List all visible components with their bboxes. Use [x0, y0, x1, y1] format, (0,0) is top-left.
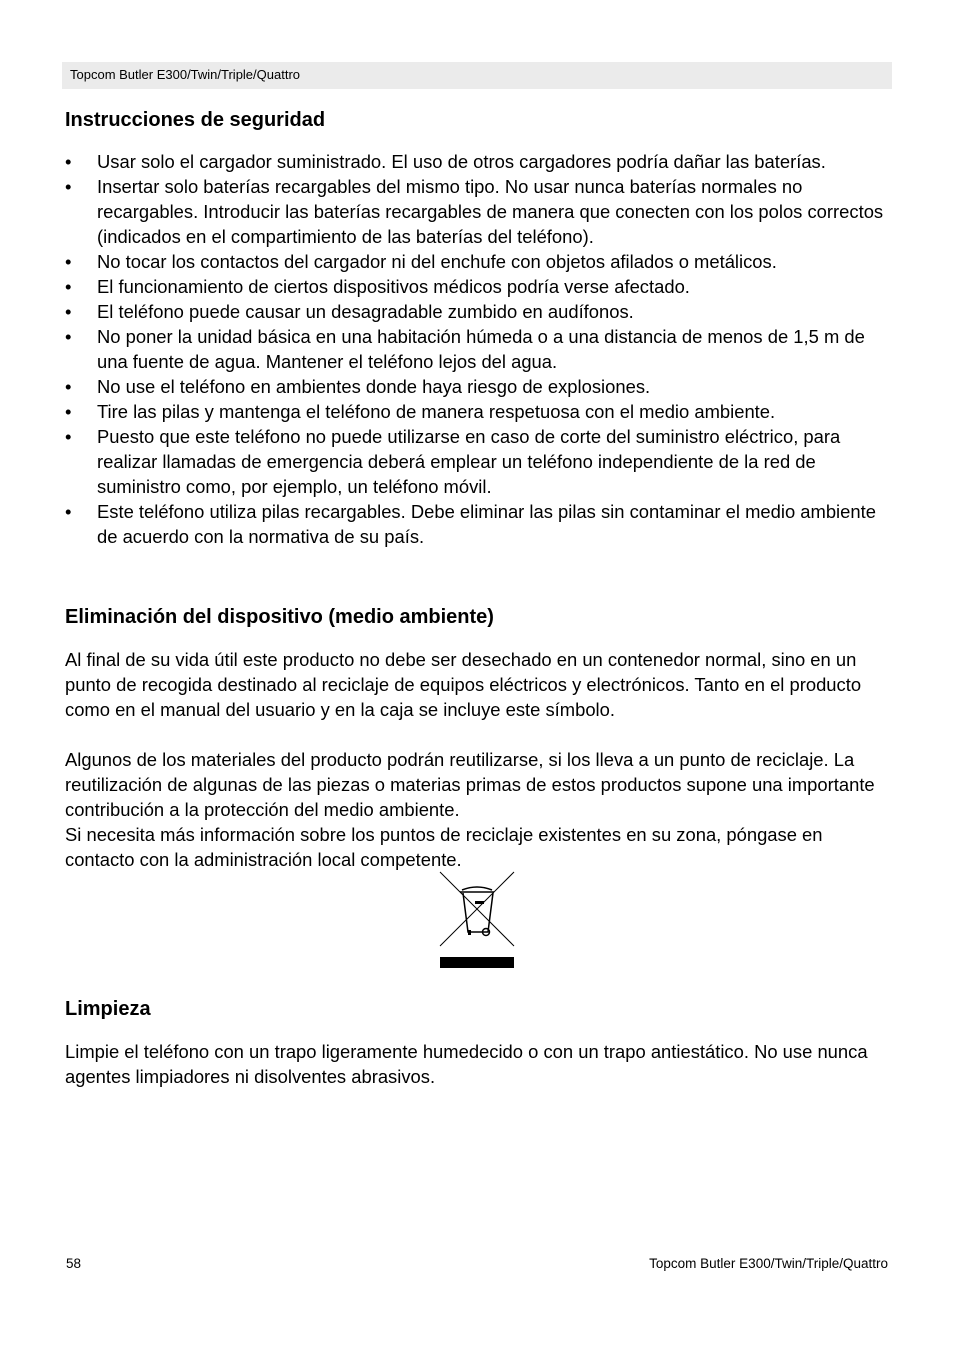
- bullet-icon: •: [65, 426, 72, 447]
- bullet-icon: •: [65, 301, 72, 322]
- disposal-paragraph-2: Algunos de los materiales del producto podrán reutilizarse, si los lleva a un punto de reciclaje. La reutilización de algunas de las piezas o materias primas de estos productos supone una importante contribución a la protección del medio ambiente.: [65, 749, 875, 820]
- section-title-disposal: Eliminación del dispositivo (medio ambiente): [65, 606, 494, 628]
- bullet-icon: •: [65, 401, 72, 422]
- list-item: • Este teléfono utiliza pilas recargables. Debe eliminar las pilas sin contaminar el medio ambiente de acuerdo con la normativa de su país.: [65, 501, 876, 547]
- list-item: • No poner la unidad básica en una habitación húmeda o a una distancia de menos de 1,5 m de una fuente de agua. Mantener el teléfono lejos del agua.: [65, 326, 865, 372]
- bullet-icon: •: [65, 176, 72, 197]
- list-item: • Usar solo el cargador suministrado. El uso de otros cargadores podría dañar las baterías.: [65, 151, 826, 172]
- list-item: • Puesto que este teléfono no puede utilizarse en caso de corte del suministro eléctrico, para realizar llamadas de emergencia deberá emplear un teléfono independiente de la red de suministro como, por ejemplo, un teléfono móvil.: [65, 426, 841, 497]
- cleaning-paragraph: Limpie el teléfono con un trapo ligeramente humedecido o con un trapo antiestático. No use nunca agentes limpiadores ni disolventes abrasivos.: [65, 1041, 868, 1087]
- bullet-icon: •: [65, 326, 72, 347]
- disposal-paragraph-1: Al final de su vida útil este producto no debe ser desechado en un contenedor normal, sino en un punto de recogida destinado al reciclaje de equipos eléctricos y electrónicos. Tanto en el producto como en el manual del usuario y en la caja se incluye este símbolo.: [65, 649, 862, 720]
- running-header: [62, 62, 892, 89]
- page-number: 58: [66, 1256, 82, 1271]
- bullet-icon: •: [65, 251, 72, 272]
- list-item: • Tire las pilas y mantenga el teléfono de manera respetuosa con el medio ambiente.: [65, 401, 776, 422]
- header-title: Topcom Butler E300/Twin/Triple/Quattro: [70, 67, 301, 82]
- list-item: • El funcionamiento de ciertos dispositivos médicos podría verse afectado.: [65, 276, 690, 297]
- list-item: • El teléfono puede causar un desagradable zumbido en audífonos.: [65, 301, 634, 322]
- list-item: • No tocar los contactos del cargador ni del enchufe con objetos afilados o metálicos.: [65, 251, 777, 272]
- bullet-icon: •: [65, 276, 72, 297]
- crossed-out-wheelie-bin-icon: [438, 870, 516, 970]
- disposal-paragraph-3: Si necesita más información sobre los puntos de reciclaje existentes en su zona, póngase en contacto con la administración local competente.: [65, 824, 823, 870]
- bullet-icon: •: [65, 151, 72, 172]
- footer-title: Topcom Butler E300/Twin/Triple/Quattro: [649, 1256, 888, 1271]
- section-title-safety: Instrucciones de seguridad: [65, 109, 326, 131]
- bullet-icon: •: [65, 376, 72, 397]
- safety-instructions-list: [65, 149, 895, 549]
- section-title-cleaning: Limpieza: [65, 998, 151, 1020]
- list-item: • No use el teléfono en ambientes donde haya riesgo de explosiones.: [65, 376, 651, 397]
- bullet-icon: •: [65, 501, 72, 522]
- list-item: • Insertar solo baterías recargables del mismo tipo. No usar nunca baterías normales no recargables. Introducir las baterías recargables de manera que conecten con los polos correctos (indicados en el compartimiento de las baterías del teléfono).: [65, 176, 884, 247]
